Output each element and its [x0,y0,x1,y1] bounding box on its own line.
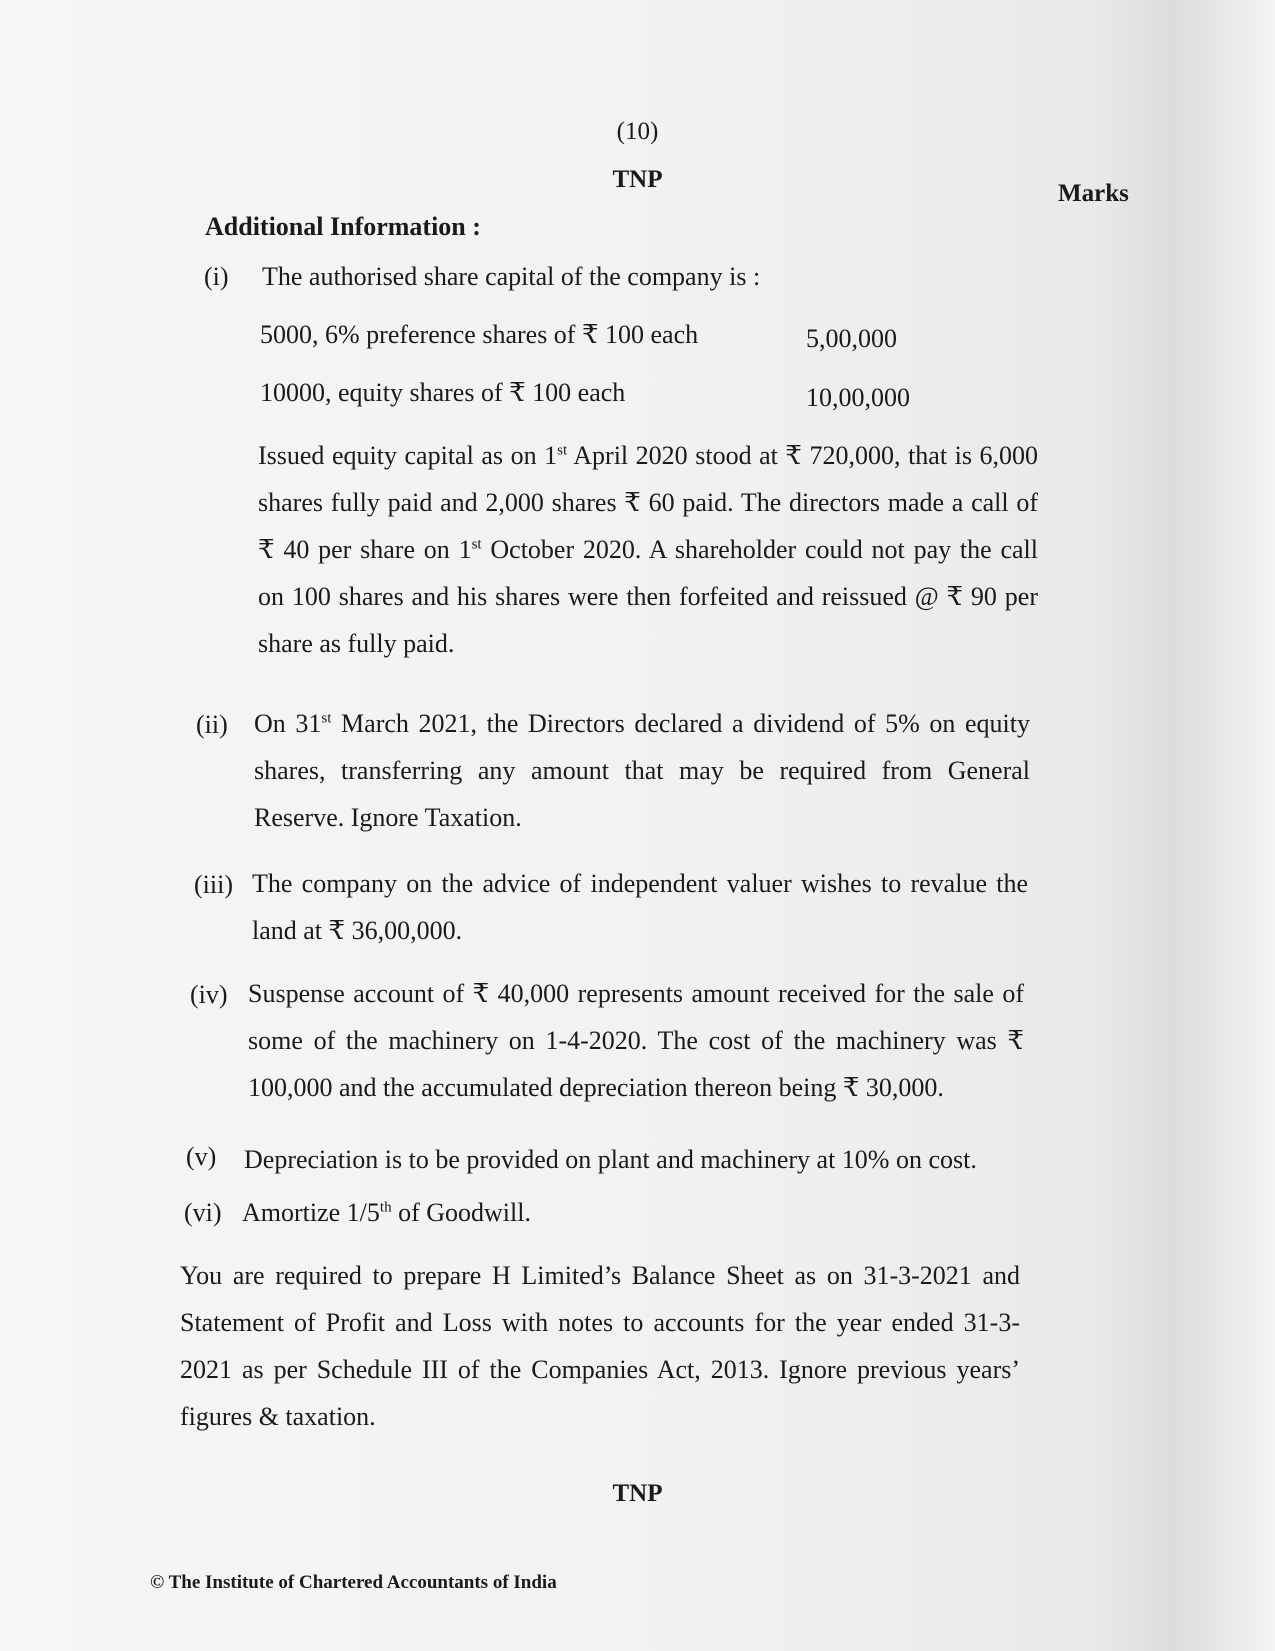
item-text-ii: On 31st March 2021, the Directors declared a dividend of 5% on equity shares, transferring any amount that may be required from General Reserve. Ignore Taxation. [254,709,1030,832]
item-label-ii: (ii) [196,710,228,739]
share-line-amount: 10,00,000 [806,383,910,412]
item-label-vi: (vi) [184,1198,222,1227]
item-text-i: Issued equity capital as on 1st April 2020 stood at ₹ 720,000, that is 6,000 shares fully paid and 2,000 shares ₹ 60 paid. The directors made a call of ₹ 40 per share on 1st October 2020. A shareholder could not pay the call on 100 shares and his shares were then forfeited and reissued @ ₹ 90 per share as fully paid. [258,441,1038,658]
footer-code: TNP [612,1480,663,1507]
requirement-paragraph: You are required to prepare H Limited’s Balance Sheet as on 31-3-2021 and Statement of Profit and Loss with notes to accounts for the year ended 31-3-2021 as per Schedule III of the Companies Act, 2013. Ignore previous years’ figures & taxation. [180,1261,1020,1431]
item-label-iii: (iii) [194,870,233,899]
item-text-v: Depreciation is to be provided on plant and machinery at 10% on cost. [244,1145,977,1174]
share-line-description: 10000, equity shares of ₹ 100 each [260,378,626,407]
page-number: (10) [616,118,659,145]
item-text-iii: The company on the advice of independent valuer wishes to revalue the land at ₹ 36,00,000. [252,869,1028,945]
item-label-i: (i) [204,262,229,291]
copyright-notice: © The Institute of Chartered Accountants of India [150,1572,557,1593]
item-intro-i: The authorised share capital of the company is : [262,262,761,291]
header-code: TNP [612,166,663,193]
share-line-description: 5000, 6% preference shares of ₹ 100 each [260,320,699,349]
share-line-amount: 5,00,000 [806,324,897,353]
section-heading: Additional Information : [205,212,481,241]
marks-label: Marks [1058,180,1129,207]
item-label-v: (v) [186,1142,217,1171]
item-text-iv: Suspense account of ₹ 40,000 represents amount received for the sale of some of the machinery on 1-4-2020. The cost of the machinery was ₹ 100,000 and the accumulated depreciation thereon being ₹ 30,000. [248,979,1024,1102]
item-label-iv: (iv) [190,980,228,1009]
item-text-vi: Amortize 1/5th of Goodwill. [242,1198,531,1227]
